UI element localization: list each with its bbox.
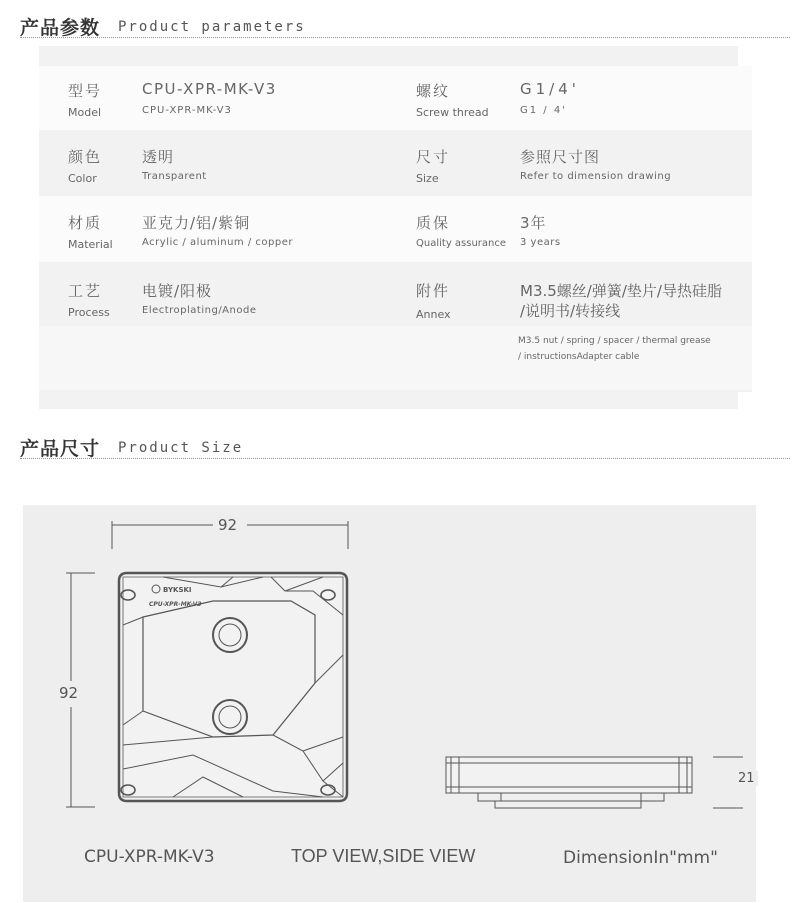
width-dimension-label: 92	[215, 516, 240, 534]
value-size: 参照尺寸图	[520, 148, 601, 166]
label-process-cn: 工艺	[68, 282, 103, 300]
label-annex-cn: 附件	[416, 282, 451, 300]
logo-text: BYKSKI	[163, 586, 192, 594]
caption-unit: DimensionIn"mm"	[563, 848, 718, 868]
label-warranty-cn: 质保	[416, 214, 451, 232]
param-row-process	[39, 262, 752, 392]
value-model-en: CPU-XPR-MK-V3	[142, 105, 232, 116]
label-material-cn: 材质	[68, 214, 103, 232]
value-process-en: Electroplating/Anode	[142, 305, 257, 316]
value-color: 透明	[142, 148, 175, 166]
section-title-en: Product Size	[118, 440, 244, 456]
label-color-en: Color	[68, 172, 97, 185]
annex-en-band	[39, 326, 752, 390]
label-material-en: Material	[68, 238, 113, 251]
value-thread-en: G1 / 4'	[520, 105, 567, 116]
label-size-cn: 尺寸	[416, 148, 451, 166]
value-color-en: Transparent	[142, 171, 207, 182]
height-dimension-label: 92	[56, 684, 81, 702]
section-title-size	[20, 436, 790, 459]
side-height-dimension-label: 21	[735, 771, 758, 786]
label-annex-en: Annex	[416, 308, 451, 321]
value-warranty-en: 3 years	[520, 237, 561, 248]
section-title-en: Product parameters	[118, 19, 306, 35]
label-model-en: Model	[68, 106, 102, 119]
label-thread-en: Screw thread	[416, 106, 489, 119]
label-thread-cn: 螺纹	[416, 82, 451, 100]
section-title-parameters	[20, 15, 790, 38]
param-row-color	[39, 130, 752, 196]
caption-views: TOP VIEW,SIDE VIEW	[291, 846, 476, 866]
section-title-cn: 产品尺寸	[20, 438, 101, 460]
section-title-cn: 产品参数	[20, 17, 101, 39]
value-thread: G1/4'	[520, 80, 580, 98]
value-annex-line1: M3.5螺丝/弹簧/垫片/导热硅脂	[520, 282, 722, 300]
engraved-model-text: CPU-XPR-MK-V3	[149, 601, 202, 608]
label-size-en: Size	[416, 172, 439, 185]
value-annex-en-line2: / instructionsAdapter cable	[518, 352, 640, 362]
param-row-material	[39, 196, 752, 262]
value-annex-en-line1: M3.5 nut / spring / spacer / thermal grease	[518, 336, 711, 346]
value-material: 亚克力/铝/紫铜	[142, 214, 251, 232]
label-warranty-en: Quality assurance	[416, 238, 507, 249]
value-annex-line2: /说明书/转接线	[520, 302, 621, 320]
caption-model: CPU-XPR-MK-V3	[84, 847, 215, 867]
value-size-en: Refer to dimension drawing	[520, 171, 672, 182]
value-process: 电镀/阳极	[142, 282, 213, 300]
dimension-drawing	[23, 505, 756, 902]
dimension-drawing-svg	[23, 505, 756, 902]
label-process-en: Process	[68, 306, 110, 319]
label-color-cn: 颜色	[68, 148, 103, 166]
param-row-model	[39, 66, 752, 130]
value-model: CPU-XPR-MK-V3	[142, 80, 277, 98]
label-model-cn: 型号	[68, 82, 103, 100]
parameters-table	[39, 46, 738, 409]
side-view	[446, 757, 743, 808]
value-material-en: Acrylic / aluminum / copper	[142, 237, 293, 248]
value-warranty: 3年	[520, 214, 547, 232]
